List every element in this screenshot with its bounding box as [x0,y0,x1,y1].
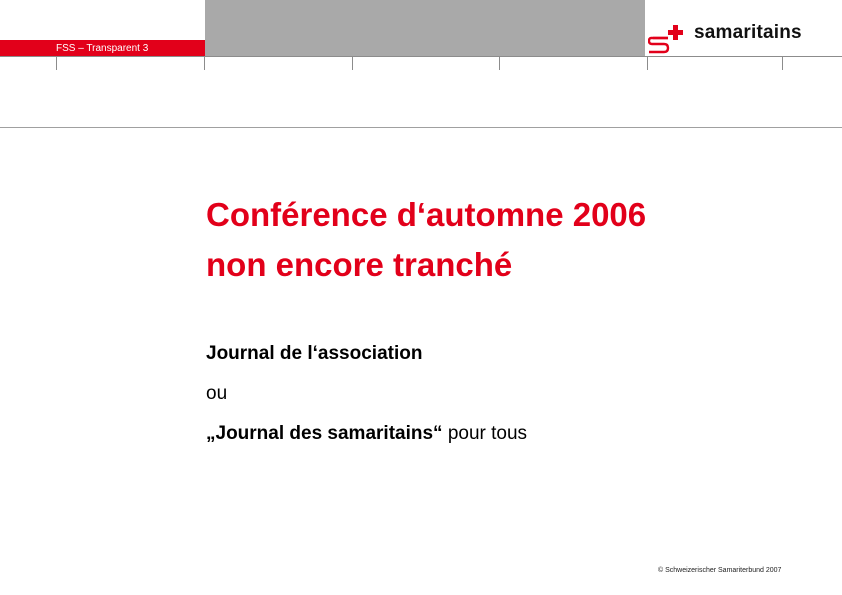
samaritains-logo [648,22,838,56]
header-tick [647,57,648,70]
title-line-1: Conférence d‘automne 2006 [206,196,647,233]
header-tick [204,57,205,70]
body-line-1: Journal de l‘association [206,343,423,364]
body-line-3 [206,423,527,445]
header-gray-band [205,0,645,57]
logo-text: samaritains [694,22,802,43]
header-tick [499,57,500,70]
body-line-3-bold: „Journal des samaritains“ [206,423,443,444]
header-tick [56,57,57,70]
header-tick [782,57,783,70]
header-white-block [0,0,205,40]
title-line-2: non encore tranché [206,246,513,283]
content-divider [0,127,842,128]
body-line-2: ou [206,383,228,404]
slide-label: FSS – Transparent 3 [0,40,205,57]
copyright-footer: © Schweizerischer Samariterbund 2007 [658,567,782,574]
header-rule [0,56,842,57]
slide-title [206,190,806,290]
body-line-3-rest: pour tous [442,423,528,444]
header-tick [352,57,353,70]
samaritains-cross-icon [648,22,692,56]
